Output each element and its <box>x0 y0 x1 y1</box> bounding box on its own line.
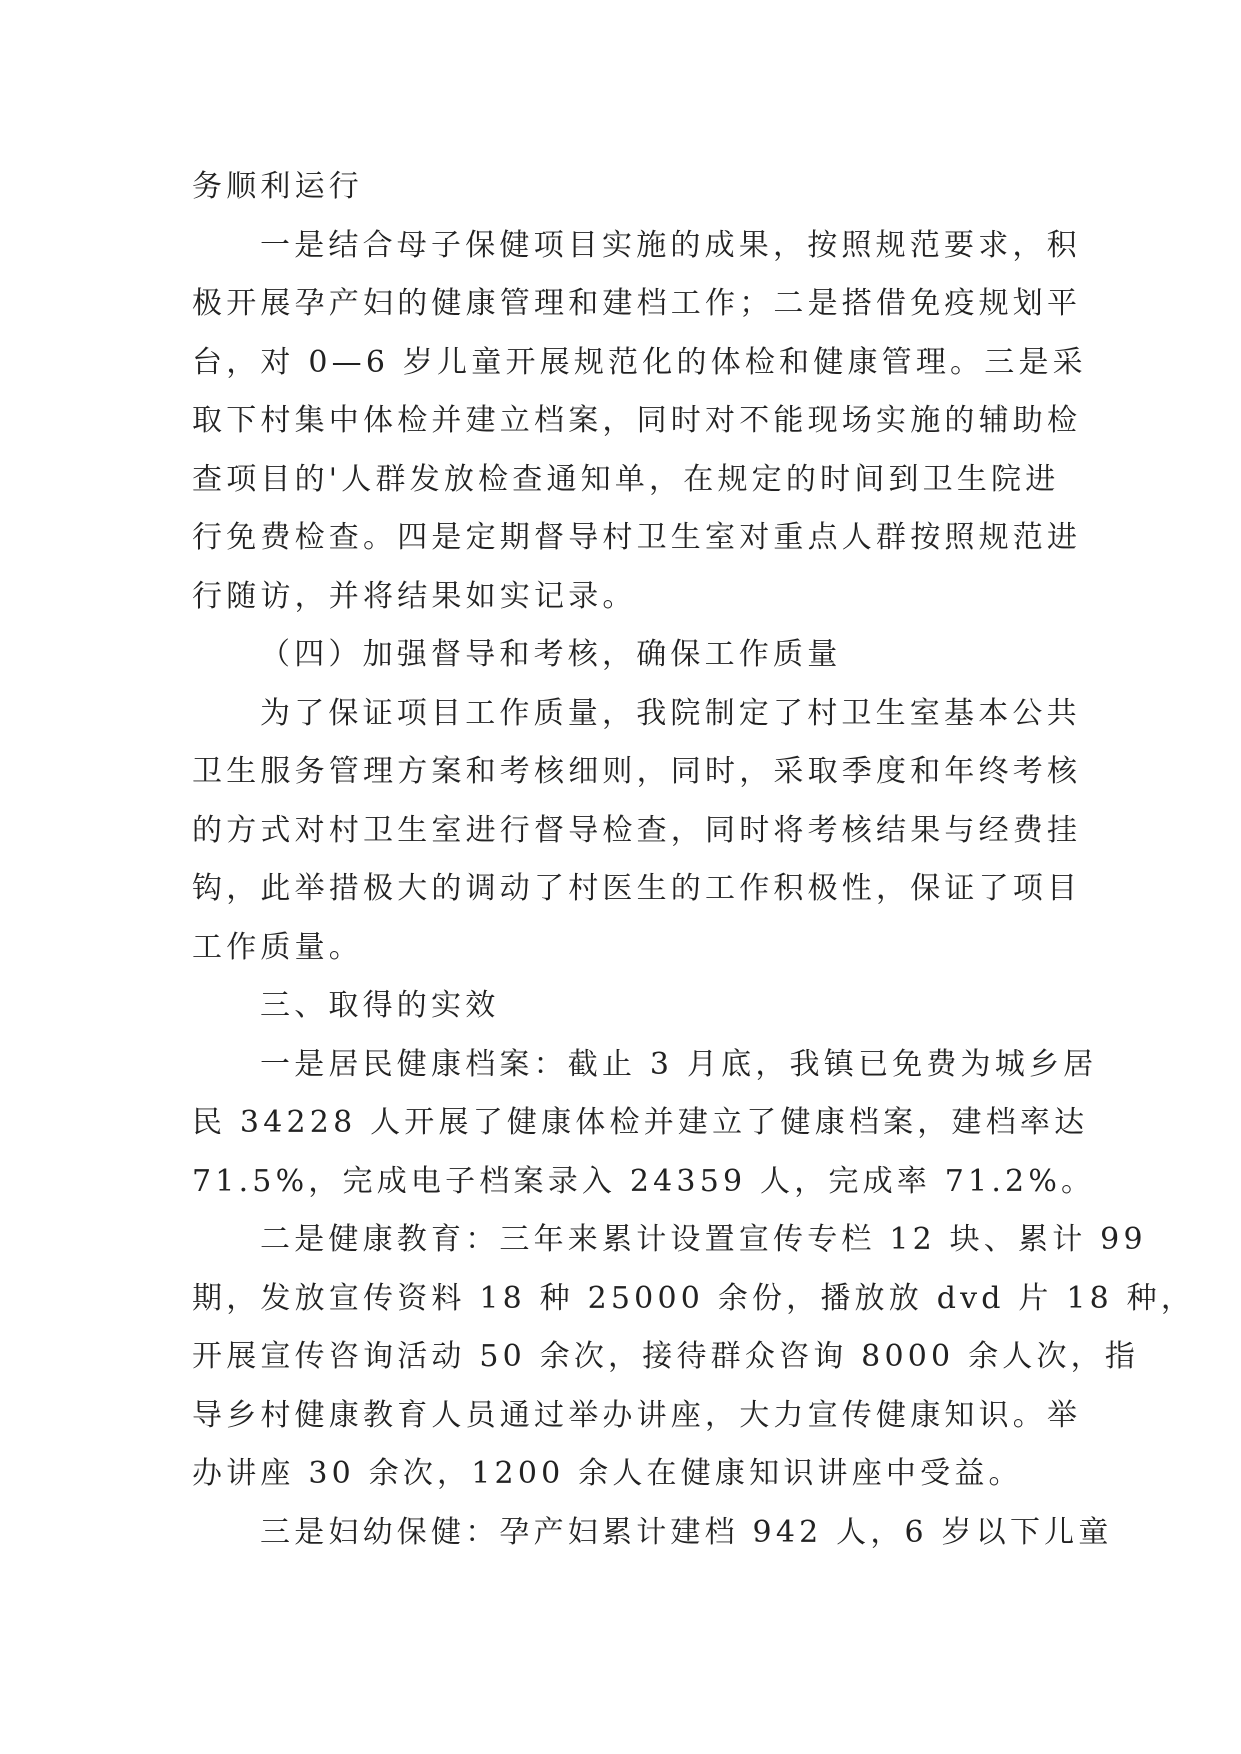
paragraph-line: 71.5%，完成电子档案录入 24359 人，完成率 71.2%。 <box>192 1163 1096 1199</box>
paragraph-line: 开展宣传咨询活动 50 余次，接待群众咨询 8000 余人次，指 <box>192 1339 1140 1374</box>
paragraph-line: 二是健康教育：三年来累计设置宣传专栏 12 块、累计 99 <box>260 1222 1147 1257</box>
paragraph-line: 为了保证项目工作质量，我院制定了村卫生室基本公共 <box>260 695 1081 731</box>
paragraph-line: 台，对 0—6 岁儿童开展规范化的体检和健康管理。三是采 <box>192 344 1087 380</box>
paragraph-line: 查项目的'人群发放检查通知单，在规定的时间到卫生院进 <box>192 461 1060 497</box>
paragraph-line: 行随访，并将结果如实记录。 <box>192 578 637 614</box>
paragraph-line: 民 34228 人开展了健康体检并建立了健康档案，建档率达 <box>192 1105 1089 1140</box>
paragraph-line: 行免费检查。四是定期督导村卫生室对重点人群按照规范进 <box>192 520 1082 555</box>
paragraph-line: 卫生服务管理方案和考核细则，同时，采取季度和年终考核 <box>192 754 1082 789</box>
paragraph-line: 取下村集中体检并建立档案，同时对不能现场实施的辅助检 <box>192 403 1082 438</box>
paragraph-line: 的方式对村卫生室进行督导检查，同时将考核结果与经费挂 <box>192 812 1082 848</box>
paragraph-line: 办讲座 30 余次，1200 余人在健康知识讲座中受益。 <box>192 1456 1023 1491</box>
paragraph-line: 钩，此举措极大的调动了村医生的工作积极性，保证了项目 <box>192 871 1082 906</box>
section-heading: （四）加强督导和考核，确保工作质量 <box>260 637 842 672</box>
paragraph-line: 三是妇幼保健：孕产妇累计建档 942 人，6 岁以下儿童 <box>260 1514 1113 1550</box>
paragraph-line: 极开展孕产妇的健康管理和建档工作；二是搭借免疫规划平 <box>192 286 1082 321</box>
body-text <box>192 158 1196 1562</box>
paragraph-line: 导乡村健康教育人员通过举办讲座，大力宣传健康知识。举 <box>192 1397 1082 1433</box>
paragraph-line: 一是居民健康档案：截止 3 月底，我镇已免费为城乡居 <box>260 1046 1098 1082</box>
section-heading: 三、取得的实效 <box>260 988 500 1023</box>
paragraph-line: 工作质量。 <box>192 929 363 965</box>
paragraph-line: 一是结合母子保健项目实施的成果，按照规范要求，积 <box>260 227 1081 263</box>
paragraph-line: 期，发放宣传资料 18 种 25000 余份，播放放 dvd 片 18 种， <box>192 1280 1196 1316</box>
paragraph-line: 务顺利运行 <box>192 169 363 204</box>
